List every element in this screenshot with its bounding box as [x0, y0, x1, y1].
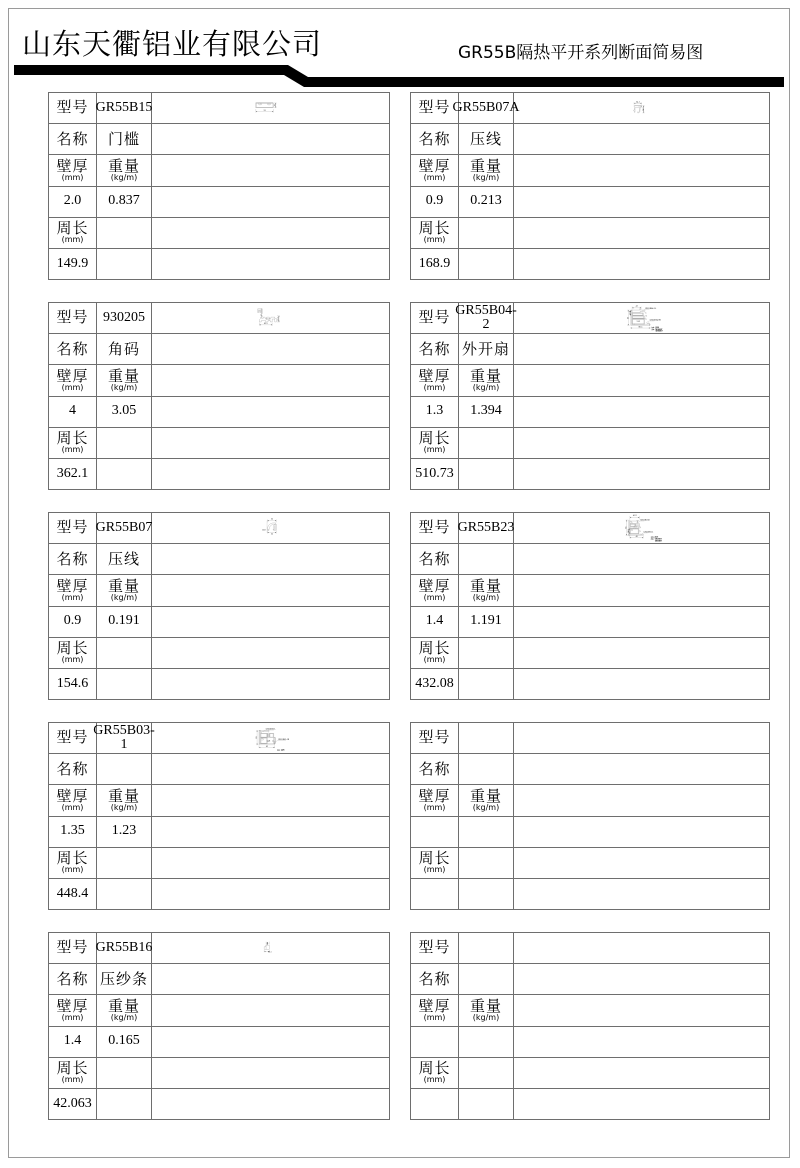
value-model: GR55B03-1 — [93, 722, 155, 753]
label-name: 名称 — [56, 969, 89, 988]
label-weight: 重量 — [469, 576, 502, 595]
part-label-a: GR55B03A — [265, 728, 276, 731]
value-weight: 3.05 — [111, 403, 137, 419]
value-weight: 0.213 — [470, 193, 502, 209]
dim-width: 24.1 — [636, 101, 640, 104]
value-weight: 0.165 — [108, 1033, 140, 1049]
label-model: 型号 — [56, 98, 89, 117]
label-thickness-unit: (mm) — [423, 593, 446, 602]
profile-drawing-gr55b16 — [152, 933, 389, 963]
label-perimeter: 周长 — [418, 639, 451, 658]
note-corner-code: 角码：J125 — [276, 750, 285, 752]
label-perimeter-unit: (mm) — [61, 1075, 84, 1085]
value-name: 压线 — [107, 549, 140, 568]
label-weight: 重量 — [469, 366, 502, 385]
label-weight-unit: (kg/m) — [110, 173, 138, 182]
dim-top: 25 — [270, 518, 273, 521]
label-weight: 重量 — [107, 786, 140, 805]
part-label-a: GR55B04-2A — [644, 307, 657, 310]
label-perimeter: 周长 — [56, 849, 89, 868]
label-perimeter: 周长 — [418, 219, 451, 238]
label-thickness: 壁厚 — [418, 156, 451, 175]
value-model: GR55B07 — [95, 519, 153, 535]
part-label-b: GR55B23B — [640, 519, 650, 522]
drawing-area — [152, 723, 389, 753]
dim-height-63: 63 — [256, 736, 259, 739]
label-thickness: 壁厚 — [56, 786, 89, 805]
value-perimeter: 448.4 — [56, 885, 89, 901]
value-perimeter: 154.6 — [56, 675, 89, 691]
label-model: 型号 — [418, 308, 451, 327]
dim-10: 10 — [266, 942, 269, 945]
value-model: GR55B15 — [95, 99, 153, 115]
grid-row — [0, 512, 800, 722]
spec-table — [410, 302, 770, 490]
label-weight-unit: (kg/m) — [110, 383, 138, 392]
dim-41-9: 41.9 — [632, 514, 637, 517]
value-thickness: 1.4 — [63, 1033, 82, 1049]
label-perimeter-unit: (mm) — [423, 865, 446, 875]
profile-drawing-gr55b07a — [514, 93, 769, 123]
part-label-b: GR55B03-1B — [277, 738, 290, 741]
value-weight: 1.191 — [470, 613, 502, 629]
value-name: 压线 — [469, 129, 502, 148]
value-thickness: 1.3 — [425, 403, 444, 419]
label-perimeter: 周长 — [418, 429, 451, 448]
label-weight: 重量 — [469, 996, 502, 1015]
note-bead-2: GR55B07 — [654, 541, 662, 543]
label-thickness-unit: (mm) — [61, 173, 84, 182]
spec-table — [48, 302, 390, 490]
profile-cell — [48, 302, 390, 512]
value-perimeter: 42.063 — [53, 1095, 92, 1111]
dim-63: 63 — [625, 526, 628, 529]
dim-14-8: 14.8 — [628, 529, 631, 533]
value-perimeter: 432.08 — [415, 675, 454, 691]
profile-cell — [48, 512, 390, 722]
profile-cell — [48, 932, 390, 1142]
profile-drawing-930205 — [152, 303, 389, 333]
label-perimeter: 周长 — [56, 219, 89, 238]
label-perimeter-unit: (mm) — [423, 235, 446, 245]
spec-table — [410, 932, 770, 1120]
dim-80-5: 80.5 — [638, 326, 643, 329]
profile-drawing-gr55b07 — [152, 513, 389, 543]
dim-width: 53 — [263, 109, 266, 112]
value-thickness: 1.35 — [60, 823, 85, 839]
label-model: 型号 — [56, 308, 89, 327]
label-perimeter: 周长 — [418, 1059, 451, 1078]
label-weight-unit: (kg/m) — [472, 803, 500, 812]
value-model: GR55B16 — [95, 939, 153, 955]
label-weight-unit: (kg/m) — [110, 1013, 138, 1022]
part-label-a: GR55B03A — [643, 531, 654, 534]
dim-bottom: 25 — [270, 533, 273, 536]
value-perimeter: 149.9 — [56, 255, 89, 271]
dim-14-8: 14.8 — [629, 311, 632, 315]
label-name: 名称 — [56, 129, 89, 148]
label-perimeter-unit: (mm) — [61, 235, 84, 245]
dim-height: 24.6 — [642, 107, 645, 112]
dim-14-8: 14.8 — [266, 740, 271, 743]
spec-table — [48, 512, 390, 700]
label-name: 名称 — [418, 759, 451, 778]
value-weight: 1.23 — [111, 823, 137, 839]
label-name: 名称 — [418, 549, 451, 568]
label-weight-unit: (kg/m) — [472, 593, 500, 602]
label-weight: 重量 — [107, 156, 140, 175]
dim-height: 20.5 — [277, 317, 280, 321]
label-model: 型号 — [56, 518, 89, 537]
drawing-area — [152, 513, 389, 543]
spec-table — [48, 92, 390, 280]
label-model: 型号 — [56, 938, 89, 957]
value-perimeter: 510.73 — [415, 465, 454, 481]
value-perimeter: 362.1 — [56, 465, 89, 481]
profile-cell-empty — [410, 932, 770, 1142]
value-thickness: 0.9 — [63, 613, 82, 629]
value-model: GR55B23 — [457, 519, 515, 535]
label-name: 名称 — [418, 339, 451, 358]
label-weight-unit: (kg/m) — [472, 1013, 500, 1022]
label-perimeter-unit: (mm) — [61, 655, 84, 665]
profile-drawing-gr55b04-2 — [514, 303, 769, 333]
label-perimeter-unit: (mm) — [61, 865, 84, 875]
label-weight: 重量 — [107, 576, 140, 595]
label-thickness: 壁厚 — [418, 996, 451, 1015]
stepped-divider-bar — [8, 63, 790, 89]
label-thickness: 壁厚 — [56, 366, 89, 385]
label-thickness-unit: (mm) — [423, 383, 446, 392]
value-name: 外开扇 — [461, 339, 510, 358]
note-corner-code: 角码：J125 — [650, 537, 659, 539]
label-thickness: 壁厚 — [418, 576, 451, 595]
grid-row — [0, 932, 800, 1142]
spec-table — [410, 92, 770, 280]
note-corner-code: 角码：J306 — [651, 328, 659, 330]
label-perimeter-unit: (mm) — [423, 1075, 446, 1085]
label-thickness-unit: (mm) — [423, 173, 446, 182]
value-model: GR55B07A — [452, 99, 520, 115]
label-name: 名称 — [418, 129, 451, 148]
label-name: 名称 — [418, 969, 451, 988]
drawing-area — [514, 93, 769, 123]
label-model: 型号 — [418, 518, 451, 537]
note-bead-2: GR55B07 — [655, 331, 663, 333]
spec-table — [48, 932, 390, 1120]
document-title: GR55B隔热平开系列断面简易图 — [458, 43, 704, 63]
label-perimeter-unit: (mm) — [423, 655, 446, 665]
label-name: 名称 — [56, 549, 89, 568]
drawing-area — [152, 933, 389, 963]
note-bead-1: 压线：GR10607 — [651, 329, 663, 331]
drawing-area — [152, 93, 389, 123]
dim-31-2: 31.2 — [636, 321, 641, 324]
label-thickness-unit: (mm) — [61, 593, 84, 602]
label-perimeter: 周长 — [56, 639, 89, 658]
label-perimeter: 周长 — [418, 849, 451, 868]
label-perimeter-unit: (mm) — [423, 445, 446, 455]
profile-cell-empty — [410, 722, 770, 932]
dim-width-63: 63 — [265, 745, 268, 748]
label-thickness-unit: (mm) — [423, 1013, 446, 1022]
value-model: 930205 — [103, 309, 145, 325]
label-weight-unit: (kg/m) — [472, 383, 500, 392]
dim-left: 13.8 — [261, 529, 266, 532]
profile-drawing-gr55b23 — [514, 513, 769, 543]
value-name: 压纱条 — [99, 969, 148, 988]
label-weight: 重量 — [107, 366, 140, 385]
value-name: 角码 — [107, 339, 140, 358]
drawing-area — [152, 303, 389, 333]
company-name: 山东天衢铝业有限公司 — [22, 27, 323, 61]
label-model: 型号 — [56, 728, 89, 747]
label-thickness: 壁厚 — [56, 576, 89, 595]
label-perimeter: 周长 — [56, 1059, 89, 1078]
label-thickness: 壁厚 — [418, 786, 451, 805]
profile-cell — [410, 302, 770, 512]
profile-cell — [48, 722, 390, 932]
value-weight: 1.394 — [470, 403, 502, 419]
grid-row — [0, 92, 800, 302]
label-weight-unit: (kg/m) — [472, 173, 500, 182]
value-perimeter: 168.9 — [418, 255, 451, 271]
label-thickness: 壁厚 — [56, 996, 89, 1015]
dim-41: 41 — [635, 305, 638, 308]
label-weight-unit: (kg/m) — [110, 593, 138, 602]
title-block-header — [8, 8, 790, 88]
label-name: 名称 — [56, 339, 89, 358]
value-weight: 0.191 — [108, 613, 140, 629]
dim-width: 62.5 — [263, 323, 268, 326]
profile-drawing-gr55b03-1 — [152, 723, 389, 753]
value-thickness: 0.9 — [425, 193, 444, 209]
label-weight-unit: (kg/m) — [110, 803, 138, 812]
spec-table — [48, 722, 390, 910]
profile-drawing-gr55b15 — [152, 93, 389, 123]
label-perimeter-unit: (mm) — [61, 445, 84, 455]
grid-row — [0, 722, 800, 932]
value-thickness: 1.4 — [425, 613, 444, 629]
label-thickness-unit: (mm) — [61, 1013, 84, 1022]
drawing-area — [514, 933, 769, 963]
dim-height: 18 — [274, 104, 277, 107]
label-model: 型号 — [418, 98, 451, 117]
drawing-area — [514, 723, 769, 753]
label-thickness-unit: (mm) — [61, 383, 84, 392]
value-thickness: 2.0 — [63, 193, 82, 209]
label-thickness: 壁厚 — [418, 366, 451, 385]
value-weight: 0.837 — [108, 193, 140, 209]
dim-43: 43 — [635, 536, 638, 539]
profile-cell — [410, 512, 770, 722]
profile-cell — [48, 92, 390, 302]
grid-row — [0, 302, 800, 512]
label-name: 名称 — [56, 759, 89, 778]
profile-cell — [410, 92, 770, 302]
drawing-area — [514, 303, 769, 333]
label-model: 型号 — [418, 938, 451, 957]
label-thickness-unit: (mm) — [423, 803, 446, 812]
label-weight: 重量 — [469, 156, 502, 175]
label-weight: 重量 — [469, 786, 502, 805]
dim-10-1: 10.1 — [267, 951, 272, 954]
label-weight: 重量 — [107, 996, 140, 1015]
profile-grid — [0, 92, 800, 1142]
label-thickness: 壁厚 — [56, 156, 89, 175]
label-model: 型号 — [418, 728, 451, 747]
value-thickness: 4 — [69, 403, 76, 419]
drawing-area — [514, 513, 769, 543]
value-model: GR55B04-2 — [455, 302, 517, 333]
spec-table — [410, 512, 770, 700]
value-name: 门槛 — [107, 129, 140, 148]
dim-63: 63 — [627, 316, 630, 319]
part-label-b: GR55B04-2B — [649, 319, 661, 322]
note-bead-1: 压线：GR10607 — [650, 539, 662, 541]
label-thickness-unit: (mm) — [61, 803, 84, 812]
label-perimeter: 周长 — [56, 429, 89, 448]
spec-table — [410, 722, 770, 910]
